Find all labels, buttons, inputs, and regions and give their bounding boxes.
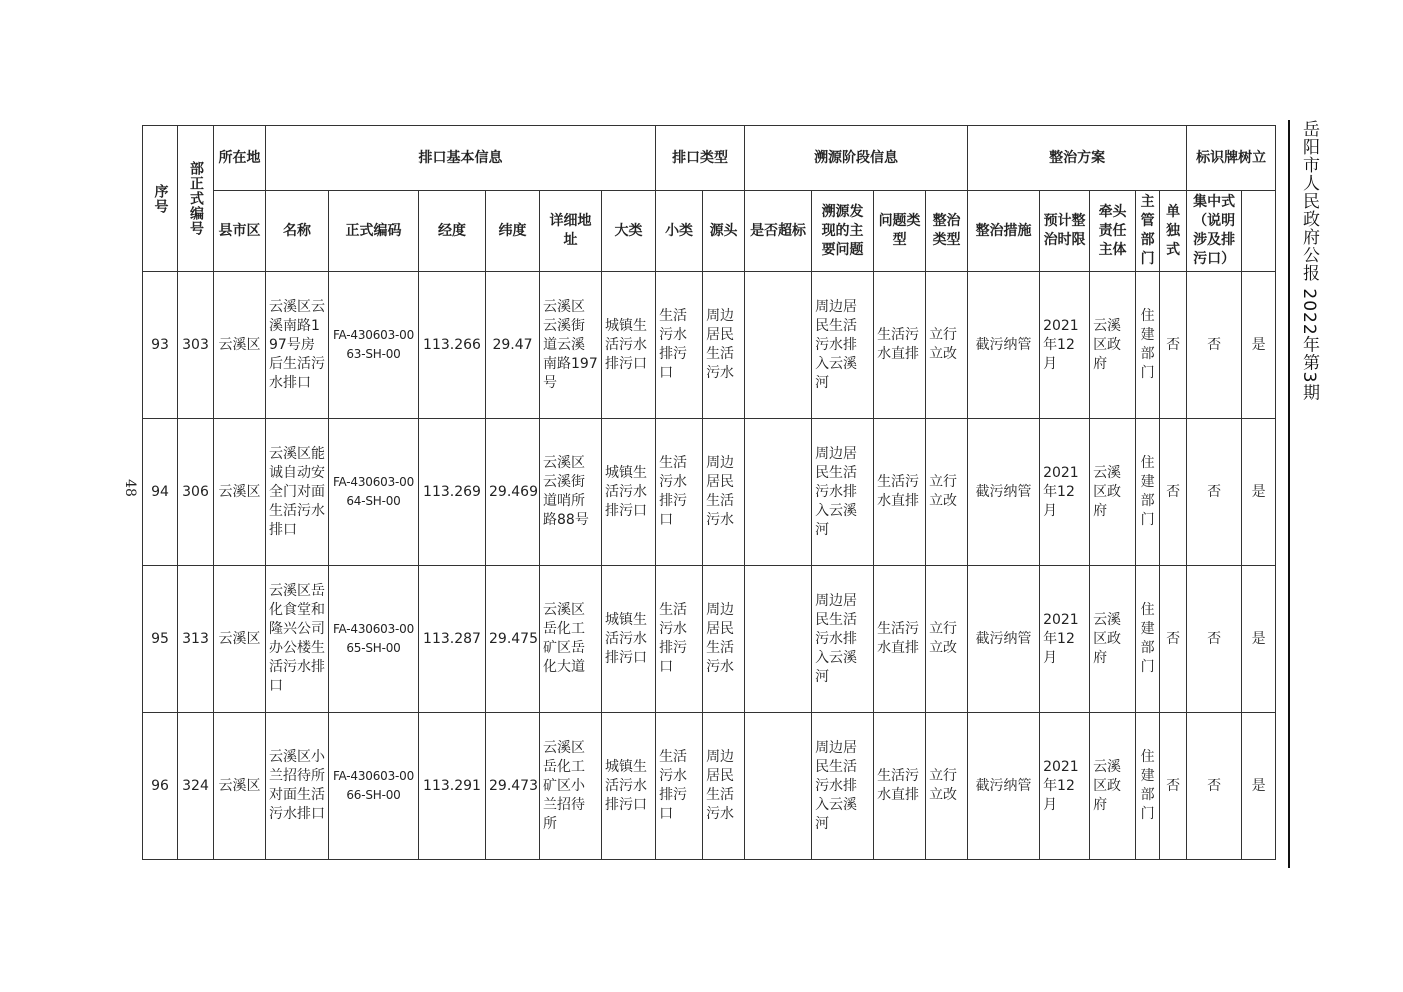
cell-address: 云溪区岳化工矿区岳化大道	[540, 566, 602, 713]
cell-major: 城镇生活污水排污口	[602, 419, 656, 566]
cell-authority: 住建部门	[1136, 272, 1160, 419]
cell-single: 否	[1160, 713, 1187, 860]
cell-source: 周边居民生活污水	[703, 419, 745, 566]
cell-fix-type: 立行立改	[926, 566, 968, 713]
cell-seq: 93	[143, 272, 178, 419]
cell-problem-type: 生活污水直排	[874, 419, 926, 566]
side-rule-line	[1288, 120, 1290, 868]
header-major: 大类	[602, 191, 656, 272]
cell-fix-type: 立行立改	[926, 713, 968, 860]
header-problem-type: 问题类型	[874, 191, 926, 272]
cell-lead: 云溪区政府	[1090, 272, 1136, 419]
cell-longitude: 113.291	[419, 713, 486, 860]
cell-fix-type: 立行立改	[926, 419, 968, 566]
outlet-table	[142, 125, 1276, 860]
cell-measure: 截污纳管	[968, 419, 1040, 566]
cell-problem-type: 生活污水直排	[874, 272, 926, 419]
cell-done: 是	[1242, 272, 1276, 419]
header-central: 集中式（说明涉及排污口）	[1187, 191, 1242, 272]
header-fix-type: 整治类型	[926, 191, 968, 272]
cell-address: 云溪区云溪街道云溪南路197号	[540, 272, 602, 419]
header-lead: 牵头责任主体	[1090, 191, 1136, 272]
header-name: 名称	[266, 191, 329, 272]
cell-exceed	[745, 272, 812, 419]
cell-name: 云溪区小兰招待所对面生活污水排口	[266, 713, 329, 860]
cell-lead: 云溪区政府	[1090, 713, 1136, 860]
cell-authority: 住建部门	[1136, 419, 1160, 566]
cell-county: 云溪区	[214, 272, 266, 419]
cell-exceed	[745, 419, 812, 566]
cell-done: 是	[1242, 419, 1276, 566]
header-source: 源头	[703, 191, 745, 272]
header-latitude: 纬度	[486, 191, 540, 272]
cell-authority: 住建部门	[1136, 566, 1160, 713]
cell-deadline: 2021年12月	[1040, 713, 1090, 860]
cell-exceed	[745, 566, 812, 713]
page-number: 48	[122, 479, 138, 497]
header-deadline: 预计整治时限	[1040, 191, 1090, 272]
table-row	[143, 272, 1276, 419]
header-outlet-type: 排口类型	[656, 126, 745, 191]
header-county: 县市区	[214, 191, 266, 272]
cell-formal-code: FA-430603-0064-SH-00	[329, 419, 419, 566]
header-measure: 整治措施	[968, 191, 1040, 272]
header-address: 详细地址	[540, 191, 602, 272]
cell-problem-type: 生活污水直排	[874, 713, 926, 860]
cell-minor: 生活污水排污口	[656, 566, 703, 713]
cell-code: 313	[178, 566, 214, 713]
cell-address: 云溪区岳化工矿区小兰招待所	[540, 713, 602, 860]
cell-source: 周边居民生活污水	[703, 272, 745, 419]
cell-latitude: 29.473	[486, 713, 540, 860]
cell-central: 否	[1187, 713, 1242, 860]
cell-major: 城镇生活污水排污口	[602, 566, 656, 713]
cell-minor: 生活污水排污口	[656, 272, 703, 419]
cell-major: 城镇生活污水排污口	[602, 713, 656, 860]
cell-county: 云溪区	[214, 419, 266, 566]
cell-single: 否	[1160, 419, 1187, 566]
cell-source: 周边居民生活污水	[703, 566, 745, 713]
cell-formal-code: FA-430603-0063-SH-00	[329, 272, 419, 419]
cell-code: 306	[178, 419, 214, 566]
cell-name: 云溪区岳化食堂和隆兴公司办公楼生活污水排口	[266, 566, 329, 713]
cell-seq: 94	[143, 419, 178, 566]
cell-problem: 周边居民生活污水排入云溪河	[812, 272, 874, 419]
cell-code: 324	[178, 713, 214, 860]
cell-county: 云溪区	[214, 566, 266, 713]
cell-single: 否	[1160, 566, 1187, 713]
header-exceed: 是否超标	[745, 191, 812, 272]
cell-measure: 截污纳管	[968, 272, 1040, 419]
cell-central: 否	[1187, 566, 1242, 713]
cell-name: 云溪区能诚自动安全门对面生活污水排口	[266, 419, 329, 566]
header-plan: 整治方案	[968, 126, 1187, 191]
header-single: 单独式	[1160, 191, 1187, 272]
header-basic-info: 排口基本信息	[266, 126, 656, 191]
cell-done: 是	[1242, 713, 1276, 860]
cell-problem: 周边居民生活污水排入云溪河	[812, 419, 874, 566]
header-dept-code: 部正式编号	[178, 126, 214, 272]
cell-problem: 周边居民生活污水排入云溪河	[812, 566, 874, 713]
cell-problem: 周边居民生活污水排入云溪河	[812, 713, 874, 860]
cell-address: 云溪区云溪街道哨所路88号	[540, 419, 602, 566]
cell-exceed	[745, 713, 812, 860]
cell-deadline: 2021年12月	[1040, 419, 1090, 566]
cell-problem-type: 生活污水直排	[874, 566, 926, 713]
header-trace: 溯源阶段信息	[745, 126, 968, 191]
cell-code: 303	[178, 272, 214, 419]
cell-county: 云溪区	[214, 713, 266, 860]
header-authority: 主管部门	[1136, 191, 1160, 272]
cell-major: 城镇生活污水排污口	[602, 272, 656, 419]
cell-measure: 截污纳管	[968, 566, 1040, 713]
cell-longitude: 113.269	[419, 419, 486, 566]
cell-source: 周边居民生活污水	[703, 713, 745, 860]
cell-seq: 96	[143, 713, 178, 860]
cell-measure: 截污纳管	[968, 713, 1040, 860]
header-problem: 溯源发现的主要问题	[812, 191, 874, 272]
table-row	[143, 566, 1276, 713]
header-location: 所在地	[214, 126, 266, 191]
header-minor: 小类	[656, 191, 703, 272]
cell-deadline: 2021年12月	[1040, 566, 1090, 713]
cell-name: 云溪区云溪南路197号房后生活污水排口	[266, 272, 329, 419]
bulletin-title: 岳阳市人民政府公报 2022年第3期	[1299, 120, 1319, 402]
cell-lead: 云溪区政府	[1090, 419, 1136, 566]
cell-minor: 生活污水排污口	[656, 419, 703, 566]
header-longitude: 经度	[419, 191, 486, 272]
cell-minor: 生活污水排污口	[656, 713, 703, 860]
cell-deadline: 2021年12月	[1040, 272, 1090, 419]
cell-lead: 云溪区政府	[1090, 566, 1136, 713]
cell-fix-type: 立行立改	[926, 272, 968, 419]
table-row	[143, 713, 1276, 860]
cell-central: 否	[1187, 419, 1242, 566]
cell-latitude: 29.475	[486, 566, 540, 713]
cell-central: 否	[1187, 272, 1242, 419]
header-seq: 序号	[143, 126, 178, 272]
cell-formal-code: FA-430603-0066-SH-00	[329, 713, 419, 860]
cell-latitude: 29.469	[486, 419, 540, 566]
cell-longitude: 113.287	[419, 566, 486, 713]
cell-latitude: 29.47	[486, 272, 540, 419]
cell-longitude: 113.266	[419, 272, 486, 419]
cell-done: 是	[1242, 566, 1276, 713]
cell-single: 否	[1160, 272, 1187, 419]
cell-seq: 95	[143, 566, 178, 713]
header-formal-code: 正式编码	[329, 191, 419, 272]
cell-formal-code: FA-430603-0065-SH-00	[329, 566, 419, 713]
table-row	[143, 419, 1276, 566]
header-sign: 标识牌树立	[1187, 126, 1276, 191]
cell-authority: 住建部门	[1136, 713, 1160, 860]
